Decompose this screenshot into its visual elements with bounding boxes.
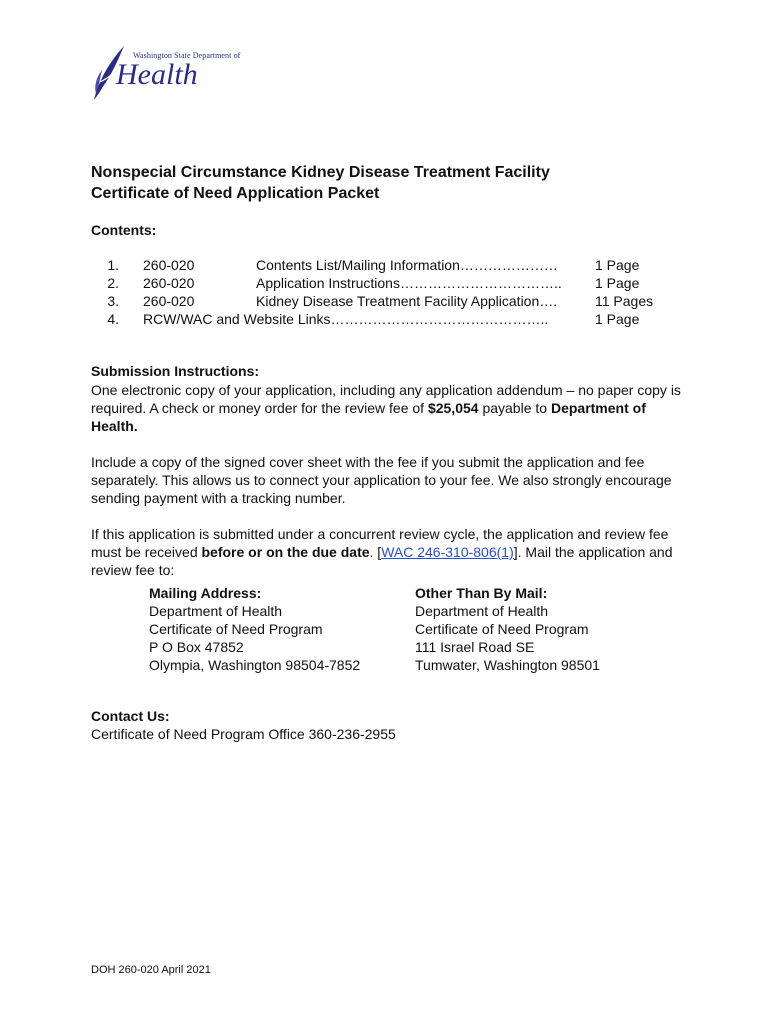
address-line: P O Box 47852: [149, 639, 244, 655]
item-description: Contents List/Mailing Information…………………: [256, 257, 558, 273]
logo-agency-text: Washington State Department of: [133, 51, 241, 60]
address-line: Department of Health: [415, 603, 549, 619]
other-address-heading: Other Than By Mail:: [415, 585, 548, 601]
item-description: Kidney Disease Treatment Facility Application….: [256, 293, 558, 309]
page-count: 1 Page: [595, 275, 640, 291]
form-footer: DOH 260-020 April 2021: [91, 964, 211, 976]
text-run: payable to: [478, 400, 551, 416]
list-item: [91, 293, 691, 311]
item-description: Application Instructions……………………………..: [256, 275, 562, 291]
text-run: If this application is submitted under a concurrent review cycle, the application and review fee must be received: [91, 526, 669, 560]
submission-paragraph-3: [91, 525, 691, 579]
list-item: [91, 311, 691, 329]
address-line: Certificate of Need Program: [415, 621, 589, 637]
address-line: Tumwater, Washington 98501: [415, 657, 600, 673]
review-fee-amount: $25,054: [427, 400, 479, 416]
contents-heading: Contents:: [91, 222, 157, 238]
item-number: 2.: [107, 275, 119, 291]
payee-name: Department of Health.: [91, 400, 646, 434]
address-line: Olympia, Washington 98504-7852: [149, 657, 361, 673]
submission-paragraph-1: [91, 381, 691, 435]
list-item: [91, 275, 691, 293]
text-run: ]. Mail the application and review fee to:: [91, 544, 673, 578]
form-code: 260-020: [143, 257, 195, 273]
due-date-emphasis: before or on the due date: [201, 544, 370, 560]
item-number: 3.: [107, 293, 119, 309]
address-line: Certificate of Need Program: [149, 621, 323, 637]
title-line-1: Nonspecial Circumstance Kidney Disease Treatment Facility: [91, 164, 550, 181]
document-title: [91, 162, 711, 204]
title-line-2: Certificate of Need Application Packet: [91, 185, 380, 202]
item-number: 1.: [107, 257, 119, 273]
submission-paragraph-2: Include a copy of the signed cover sheet with the fee if you submit the application and fee separately. This allows us to connect your application to your fee. We also strongly encourage sending payment with a tracking number.: [91, 454, 672, 506]
address-line: 111 Israel Road SE: [415, 639, 535, 655]
page-count: 1 Page: [595, 311, 640, 327]
list-item: [91, 257, 691, 275]
form-code: 260-020: [143, 293, 195, 309]
item-description: RCW/WAC and Website Links………………………………………..: [143, 311, 549, 327]
item-number: 4.: [107, 311, 119, 327]
page-count: 11 Pages: [595, 293, 654, 309]
wac-link[interactable]: WAC 246-310-806(1): [381, 544, 514, 560]
text-run: One electronic copy of your application, including any application addendum – no paper copy is required. A check or money order for the review fee of: [91, 382, 681, 416]
mailing-address-heading: Mailing Address:: [149, 585, 262, 601]
contact-phone-line: Certificate of Need Program Office 360-236-2955: [91, 726, 396, 742]
doh-logo: [90, 44, 241, 104]
text-run: . [: [369, 544, 382, 560]
contents-list: [91, 257, 691, 329]
submission-heading: Submission Instructions:: [91, 363, 260, 379]
contact-heading: Contact Us:: [91, 708, 170, 724]
form-code: 260-020: [143, 275, 195, 291]
other-address-block: [415, 584, 600, 674]
page-count: 1 Page: [595, 257, 640, 273]
logo-health-text: Health: [116, 58, 198, 91]
address-line: Department of Health: [149, 603, 283, 619]
mailing-address-block: [149, 584, 360, 674]
